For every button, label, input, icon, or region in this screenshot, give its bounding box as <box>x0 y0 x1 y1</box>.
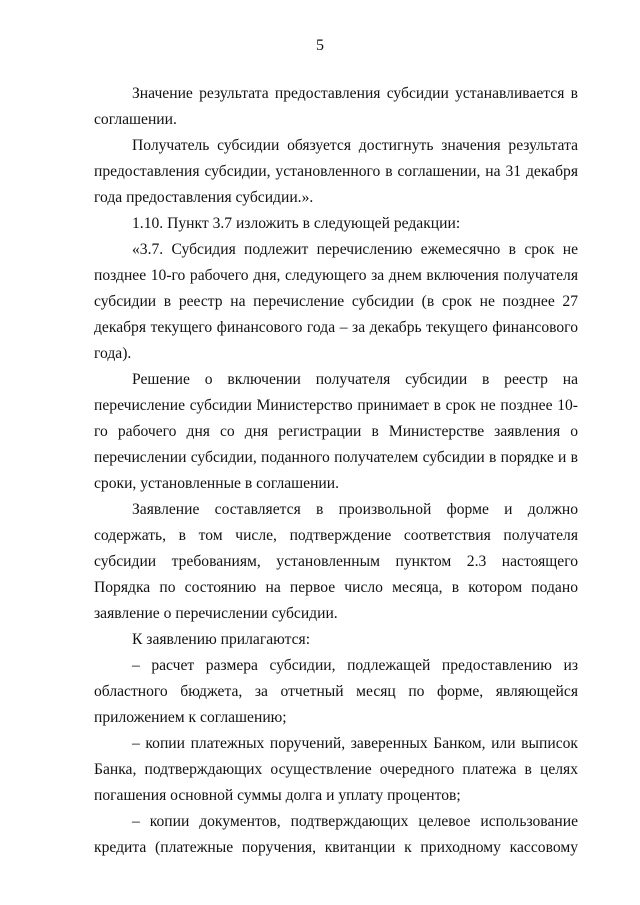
paragraph-recipient-obligation: Получатель субсидии обязуется достигнуть значения результата предоставления субсидии, установленного в соглашении, на 31 декабря года предоставления субсидии.». <box>94 137 578 206</box>
paragraph-clause-3-7: «3.7. Субсидия подлежит перечислению ежемесячно в срок не позднее 10-го рабочего дня, следующего за днем включения получателя субсидии в реестр на перечисление субсидии (в срок не позднее 27 декабря текущего финансового года – за декабрь текущего финансового года). <box>94 241 578 362</box>
page-number: 5 <box>316 37 324 54</box>
paragraph-result-value: Значение результата предоставления субсидии устанавливается в соглашении. <box>94 85 578 128</box>
paragraph-attachments-intro: К заявлению прилагаются: <box>132 631 311 648</box>
list-item-payment-order-copies: – копии платежных поручений, заверенных Банком, или выписок Банка, подтверждающих осуществление очередного платежа в целях погашения основной суммы долга и уплату процентов; <box>94 735 578 804</box>
list-item-target-use-documents: – копии документов, подтверждающих целевое использование кредита (платежные поручения, квитанции к приходному кассовому <box>94 813 578 856</box>
paragraph-ministry-decision: Решение о включении получателя субсидии в реестр на перечисление субсидии Министерство принимает в срок не позднее 10-го рабочего дня со дня регистрации в Министерстве заявления о перечислении субсидии, поданного получателем субсидии в порядке и в сроки, установленные в соглашении. <box>94 371 578 492</box>
list-item-subsidy-calculation: – расчет размера субсидии, подлежащей предоставлению из областного бюджета, за отчетный месяц по форме, являющейся приложением к соглашению; <box>94 657 578 726</box>
paragraph-amendment-1-10: 1.10. Пункт 3.7 изложить в следующей редакции: <box>132 215 461 232</box>
document-body <box>94 81 578 861</box>
paragraph-application-content: Заявление составляется в произвольной форме и должно содержать, в том числе, подтверждение соответствия получателя субсидии требованиям, установленным пунктом 2.3 настоящего Порядка по состоянию на первое число месяца, в котором подано заявление о перечислении субсидии. <box>94 501 578 622</box>
